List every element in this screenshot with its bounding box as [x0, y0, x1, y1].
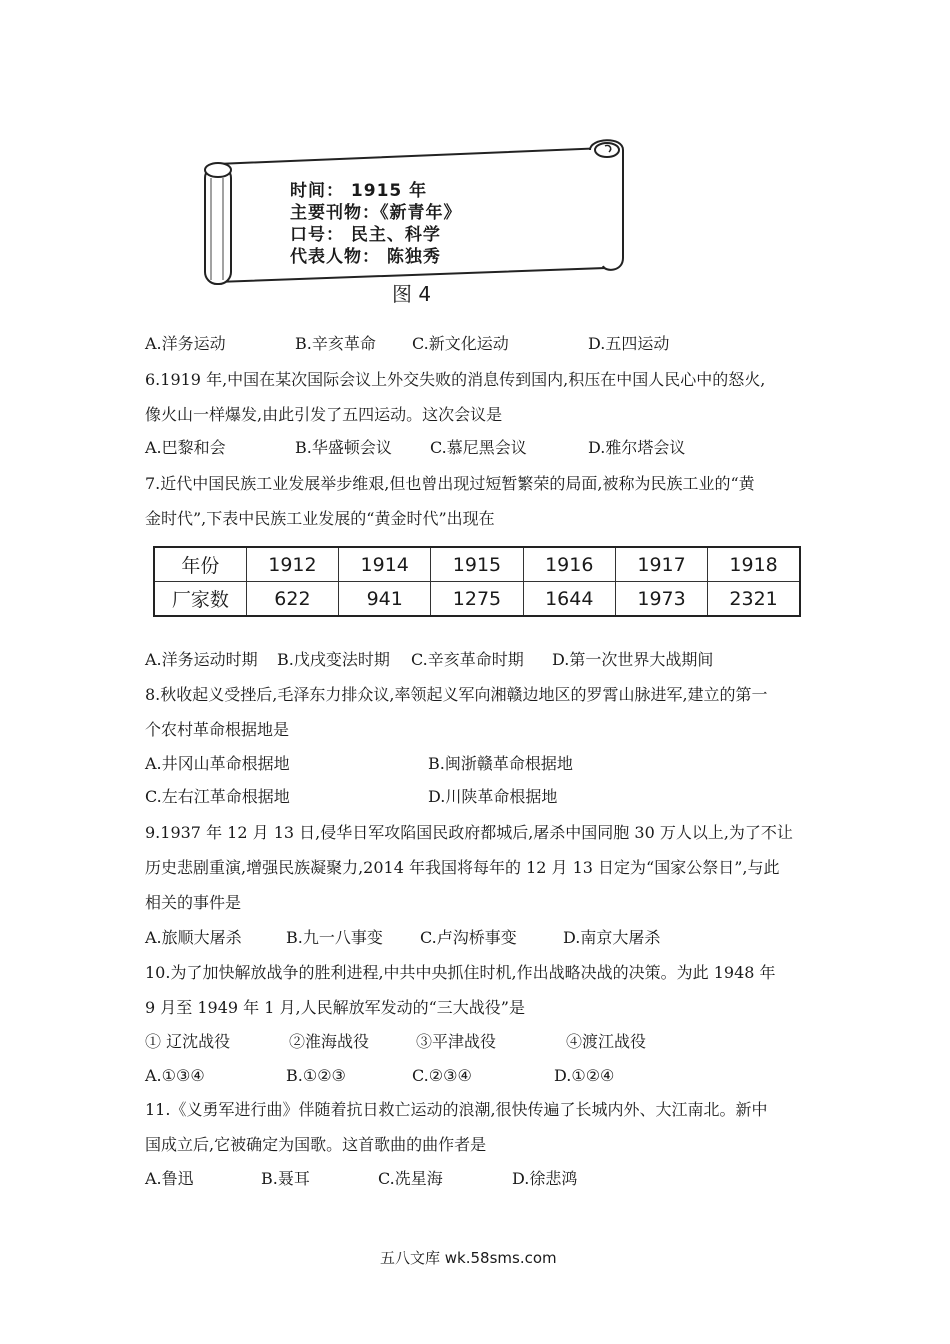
- q11-option-c: C.冼星海: [378, 1169, 443, 1188]
- q10-option-d: D.①②④: [554, 1066, 615, 1085]
- q11-stem-line-2: 国成立后,它被确定为国歌。这首歌曲的曲作者是: [145, 1135, 487, 1154]
- year-cell: 1912: [246, 547, 338, 582]
- count-cell: 941: [339, 582, 431, 617]
- figure-line-time: 时间： 1915 年: [290, 181, 428, 201]
- figure-caption: 图 4: [392, 282, 432, 306]
- q7-stem-line-2: 金时代”,下表中民族工业发展的“黄金时代”出现在: [145, 509, 495, 528]
- q7-option-b: B.戊戌变法时期: [277, 650, 390, 669]
- q10-item-4: ④渡江战役: [566, 1032, 647, 1051]
- table-row-counts: [154, 582, 800, 617]
- count-cell: 1973: [615, 582, 707, 617]
- q8-stem-line-1: 8.秋收起义受挫后,毛泽东力排众议,率领起义军向湘赣边地区的罗霄山脉进军,建立的第一: [145, 685, 768, 704]
- q7-option-c: C.辛亥革命时期: [411, 650, 524, 669]
- figure-line-publication: 主要刊物：《新青年》: [290, 203, 462, 223]
- q8-option-d: D.川陕革命根据地: [428, 787, 558, 806]
- year-cell: 1917: [615, 547, 707, 582]
- q10-stem-line-1: 10.为了加快解放战争的胜利进程,中共中央抓住时机,作出战略决战的决策。为此 1948 年: [145, 963, 776, 982]
- q11-option-a: A.鲁迅: [145, 1169, 194, 1188]
- q10-item-3: ③平津战役: [416, 1032, 497, 1051]
- year-cell: 1916: [523, 547, 615, 582]
- figure-line-slogan: 口号： 民主、科学: [290, 225, 441, 245]
- count-cell: 622: [246, 582, 338, 617]
- q8-option-c: C.左右江革命根据地: [145, 787, 290, 806]
- year-cell: 1914: [339, 547, 431, 582]
- q10-item-1: ① 辽沈战役: [145, 1032, 231, 1051]
- year-cell: 1915: [431, 547, 523, 582]
- figure-line-representative: 代表人物： 陈独秀: [290, 247, 441, 267]
- q6-option-a: A.巴黎和会: [145, 438, 226, 457]
- q6-option-d: D.雅尔塔会议: [588, 438, 686, 457]
- q8-stem-line-2: 个农村革命根据地是: [145, 720, 290, 739]
- count-cell: 1275: [431, 582, 523, 617]
- q8-option-a: A.井冈山革命根据地: [145, 754, 290, 773]
- q10-option-c: C.②③④: [412, 1066, 472, 1085]
- q7-option-a: A.洋务运动时期: [145, 650, 258, 669]
- q6-option-b: B.华盛顿会议: [295, 438, 392, 457]
- q5-option-c: C.新文化运动: [412, 334, 509, 353]
- year-cell: 1918: [708, 547, 800, 582]
- q11-option-b: B.聂耳: [261, 1169, 310, 1188]
- count-cell: 1644: [523, 582, 615, 617]
- footer-watermark: 五八文库 wk.58sms.com: [380, 1249, 557, 1267]
- q6-stem-line-2: 像火山一样爆发,由此引发了五四运动。这次会议是: [145, 405, 503, 424]
- industry-growth-table: [153, 546, 801, 617]
- q7-stem-line-1: 7.近代中国民族工业发展举步维艰,但也曾出现过短暂繁荣的局面,被称为民族工业的“黄: [145, 474, 755, 493]
- count-cell: 2321: [708, 582, 800, 617]
- q8-option-b: B.闽浙赣革命根据地: [428, 754, 573, 773]
- q10-option-b: B.①②③: [286, 1066, 346, 1085]
- q6-option-c: C.慕尼黑会议: [430, 438, 527, 457]
- q5-option-b: B.辛亥革命: [295, 334, 376, 353]
- q9-stem-line-2: 历史悲剧重演,增强民族凝聚力,2014 年我国将每年的 12 月 13 日定为“国家公祭日”,与此: [145, 858, 780, 877]
- q10-stem-line-2: 9 月至 1949 年 1 月,人民解放军发动的“三大战役”是: [145, 998, 525, 1017]
- q9-option-d: D.南京大屠杀: [563, 928, 661, 947]
- q9-option-a: A.旅顺大屠杀: [145, 928, 242, 947]
- q11-stem-line-1: 11.《义勇军进行曲》伴随着抗日救亡运动的浪潮,很快传遍了长城内外、大江南北。新中: [145, 1100, 768, 1119]
- q9-stem-line-1: 9.1937 年 12 月 13 日,侵华日军攻陷国民政府都城后,屠杀中国同胞 30 万人以上,为了不让: [145, 823, 793, 842]
- row-header-factory-count: 厂家数: [154, 582, 246, 617]
- q10-item-2: ②淮海战役: [289, 1032, 370, 1051]
- q5-option-a: A.洋务运动: [145, 334, 226, 353]
- table-row-years: [154, 547, 800, 582]
- q9-option-c: C.卢沟桥事变: [420, 928, 517, 947]
- q5-option-d: D.五四运动: [588, 334, 670, 353]
- q10-option-a: A.①③④: [145, 1066, 205, 1085]
- q11-option-d: D.徐悲鸿: [512, 1169, 578, 1188]
- q9-stem-line-3: 相关的事件是: [145, 893, 242, 912]
- q9-option-b: B.九一八事变: [286, 928, 383, 947]
- q6-stem-line-1: 6.1919 年,中国在某次国际会议上外交失败的消息传到国内,积压在中国人民心中的怒火,: [145, 370, 766, 389]
- row-header-year: 年份: [154, 547, 246, 582]
- q7-option-d: D.第一次世界大战期间: [552, 650, 714, 669]
